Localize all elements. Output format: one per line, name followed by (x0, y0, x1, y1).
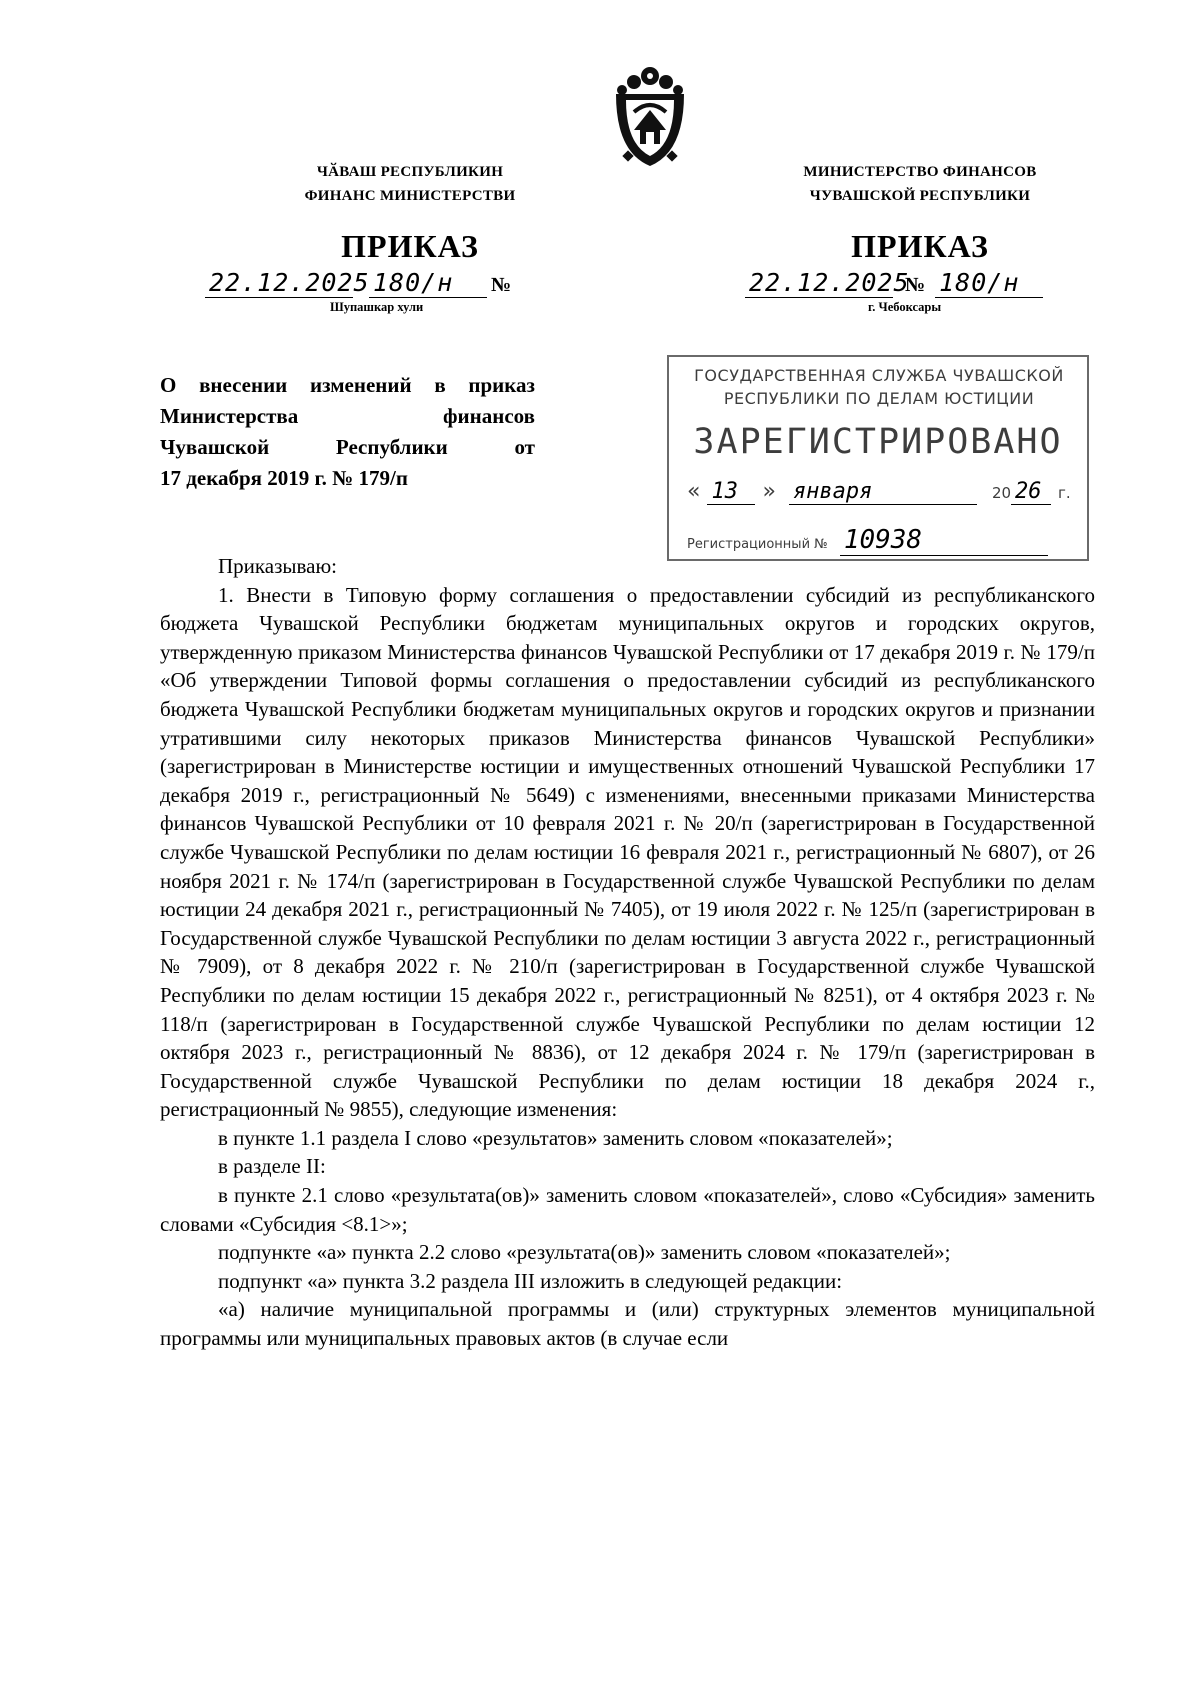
order-date-left: 22.12.2025 (205, 268, 353, 298)
place-left: Шупашкар хули (330, 300, 424, 314)
order-number-left: 180/н (369, 268, 487, 298)
body-paragraph-5: в пункте 2.1 слово «результата(ов)» заменить словом «показателей», слово «Субсидия» заменить словами «Субсидия <8.1>»; (160, 1183, 1095, 1236)
header-right-line2: ЧУВАШСКОЙ РЕСПУБЛИКИ (809, 188, 1031, 204)
number-sign-right: № (905, 274, 926, 296)
stamp-org-line2: РЕСПУБЛИКИ ПО ДЕЛАМ ЮСТИЦИИ (723, 389, 1035, 408)
document-body (160, 552, 1095, 1353)
stamp-reg-label: Регистрационный № (687, 537, 828, 552)
header-left-line2: ФИНАНС МИНИСТЕРСТВИ (304, 188, 516, 204)
stamp-year-abbr: г. (1058, 484, 1071, 502)
stamp-organization (679, 364, 1079, 410)
subject-line-1: О внесении изменений в приказ (160, 373, 535, 397)
body-paragraph-2: 1. Внести в Типовую форму соглашения о предоставлении субсидий из республиканского бюджета Чувашской Республики бюджетам муниципальных округов и городских округов, утвержденную приказом Министерства финансов Чувашской Республики от 17 декабря 2019 г. № 179/п «Об утверждении Типовой формы соглашения о предоставлении субсидий из республиканского бюджета Чувашской Республики бюджетам муниципальных округов и городских округов и признании утратившими силу некоторых приказов Министерства финансов Чувашской Республики» (зарегистрирован в Министерстве юстиции и имущественных отношений Чувашской Республики 17 декабря 2019 г., регистрационный № 5649) с изменениями, внесенными приказами Министерства финансов Чувашской Республики от 10 февраля 2021 г. № 20/п (зарегистрирован в Государственной службе Чувашской Республики по делам юстиции 16 февраля 2021 г., регистрационный № 6807), от 26 ноября 2021 г. № 174/п (зарегистрирован в Государственной службе Чувашской Республики по делам юстиции 24 декабря 2021 г., регистрационный № 7405), от 19 июля 2022 г. № 125/п (зарегистрирован в Государственной службе Чувашской Республики по делам юстиции 3 августа 2022 г., регистрационный № 7909), от 8 декабря 2022 г. № 210/п (зарегистрирован в Государственной службе Чувашской Республики по делам юстиции 15 декабря 2022 г., регистрационный № 8251), от 4 октября 2023 г. № 118/п (зарегистрирован в Государственной службе Чувашской Республики по делам юстиции 12 октября 2023 г., регистрационный № 8836), от 12 декабря 2024 г. № 179/п (зарегистрирован в Государственной службе Чувашской Республики по делам юстиции 18 декабря 2024 г., регистрационный № 9855), следующие изменения: (160, 582, 1095, 1122)
header-left-org (260, 160, 560, 208)
stamp-reg-number: 10938 (840, 525, 1048, 556)
order-number-right: 180/н (935, 268, 1043, 298)
body-paragraph-7: подпункт «а» пункта 3.2 раздела III изложить в следующей редакции: (218, 1268, 843, 1293)
subject-line-3: Чувашской Республики от (160, 435, 535, 459)
header-right-line1: МИНИСТЕРСТВО ФИНАНСОВ (803, 164, 1037, 180)
stamp-day: 13 (707, 479, 755, 505)
body-paragraph-8: «а) наличие муниципальной программы и (или) структурных элементов муниципальной программы или муниципальных правовых актов (в случае если (160, 1297, 1095, 1351)
stamp-month: января (789, 479, 977, 505)
stamp-year-prefix: 20 (991, 484, 1012, 502)
stamp-year-suffix: 26 (1011, 479, 1051, 505)
body-paragraph-1: Приказываю: (218, 554, 337, 578)
coat-of-arms-emblem (604, 60, 696, 170)
subject-line-2: Министерства финансов (160, 404, 535, 428)
order-date-number-right (745, 268, 1043, 298)
stamp-registered-label: ЗАРЕГИСТРИРОВАНО (693, 422, 1063, 462)
body-paragraph-4: в разделе II: (218, 1154, 326, 1179)
header-left-line1: ЧӐВАШ РЕСПУБЛИКИН (316, 164, 504, 180)
number-sign-left: № (491, 274, 512, 296)
stamp-org-line1: ГОСУДАРСТВЕННАЯ СЛУЖБА ЧУВАШСКОЙ (694, 366, 1064, 385)
place-right: г. Чебоксары (868, 300, 942, 314)
order-subject (160, 370, 535, 494)
stamp-date: « 13 » января 20 26 г. (687, 479, 1071, 504)
order-title-right: ПРИКАЗ (851, 228, 989, 264)
order-date-right: 22.12.2025 (745, 268, 893, 298)
body-paragraph-6: подпункте «а» пункта 2.2 слово «результата(ов)» заменить словом «показателей»; (218, 1240, 951, 1265)
body-paragraph-3: в пункте 1.1 раздела I слово «результатов» заменить словом «показателей»; (218, 1125, 893, 1150)
header-right-org (770, 160, 1070, 208)
registration-stamp (667, 355, 1089, 561)
subject-line-4: 17 декабря 2019 г. № 179/п (160, 466, 408, 490)
order-date-number-left (205, 268, 511, 298)
order-title-left: ПРИКАЗ (341, 228, 479, 264)
